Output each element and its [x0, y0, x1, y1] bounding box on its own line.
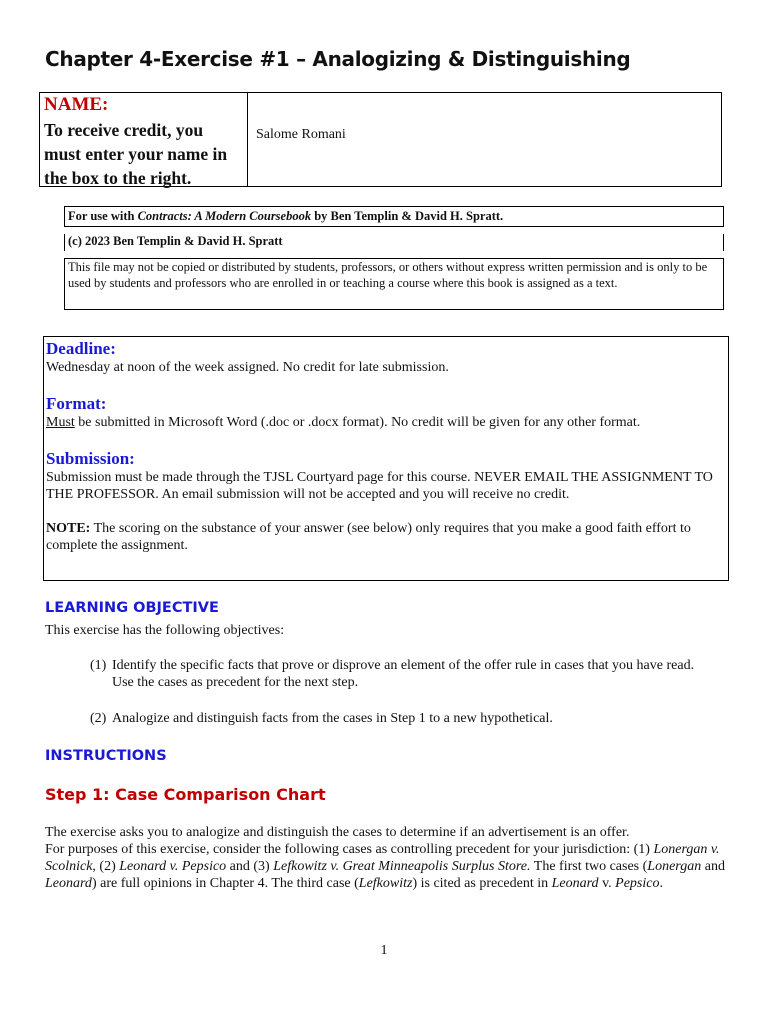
- copyright-notice: (c) 2023 Ben Templin & David H. Spratt: [64, 234, 724, 251]
- step1-heading: Step 1: Case Comparison Chart: [45, 785, 326, 804]
- case-ref: Leonard: [45, 876, 92, 891]
- use-with-suffix: by Ben Templin & David H. Spratt.: [311, 209, 504, 223]
- case-lonergan: Lonergan v. Scolnick: [45, 842, 720, 874]
- note-text: [46, 520, 726, 554]
- objective-text: Identify the specific facts that prove or disprove an element of the offer rule in cases that you have read. Use the cases as precedent for the next step.: [112, 658, 695, 690]
- case-ref: Lefkowitz: [358, 876, 413, 891]
- step1-paragraph-1: The exercise asks you to analogize and distinguish the cases to determine if an advertisement is an offer.: [45, 825, 630, 840]
- note-body: The scoring on the substance of your answer (see below) only requires that you make a good faith effort to complete the assignment.: [46, 521, 691, 553]
- text-run: The first two cases (: [530, 859, 648, 874]
- submission-text: Submission must be made through the TJSL Courtyard page for this course. NEVER EMAIL THE ASSIGNMENT TO THE PROFESSOR. An email submission will not be accepted and you will receive no credit.: [46, 470, 713, 502]
- case-leonard: Leonard v. Pepsico: [119, 859, 227, 874]
- name-field[interactable]: [248, 93, 721, 186]
- objective-item: [90, 710, 715, 727]
- deadline-heading: Deadline:: [46, 339, 116, 358]
- book-title: Contracts: A Modern Coursebook: [137, 209, 312, 223]
- requirements-box: [43, 336, 729, 581]
- note-label: NOTE:: [46, 521, 91, 536]
- copyright-restriction: This file may not be copied or distributed by students, professors, or others without express written permission and is only to be used by students and professors who are enrolled in or teaching a course where this book is assigned as a text.: [64, 258, 724, 310]
- text-run: , (2): [92, 859, 120, 874]
- use-with-line: [64, 206, 724, 227]
- text-run: and (3): [226, 859, 274, 874]
- objective-number: (2): [90, 711, 107, 726]
- format-heading: Format:: [46, 394, 107, 413]
- case-ref: Pepsico: [615, 876, 660, 891]
- step1-paragraph-2: [45, 841, 725, 892]
- text-run: ) is cited as precedent in: [412, 876, 552, 891]
- format-text: [46, 414, 726, 431]
- name-label-cell: [40, 93, 248, 186]
- format-body: be submitted in Microsoft Word (.doc or .docx format). No credit will be given for any other format.: [74, 415, 641, 430]
- name-table: [39, 92, 722, 187]
- objective-item: [90, 657, 715, 691]
- case-ref: Leonard: [551, 876, 599, 891]
- objectives-intro: This exercise has the following objectives:: [45, 623, 285, 638]
- case-ref: Lonergan: [647, 859, 702, 874]
- page-title: Chapter 4-Exercise #1 – Analogizing & Distinguishing: [45, 47, 631, 71]
- text-run: and: [701, 859, 725, 874]
- case-lefkowitz: Lefkowitz v. Great Minneapolis Surplus Store.: [273, 859, 531, 874]
- submission-heading: Submission:: [46, 449, 135, 468]
- text-run: v.: [598, 876, 616, 891]
- learning-objective-heading: LEARNING OBJECTIVE: [45, 600, 219, 616]
- objective-text: Analogize and distinguish facts from the cases in Step 1 to a new hypothetical.: [112, 711, 553, 726]
- instructions-heading: INSTRUCTIONS: [45, 748, 167, 764]
- objective-number: (1): [90, 658, 107, 673]
- deadline-text: Wednesday at noon of the week assigned. No credit for late submission.: [46, 360, 449, 375]
- name-instruction: To receive credit, you must enter your name in the box to the right.: [44, 120, 228, 188]
- name-label: NAME:: [44, 94, 109, 115]
- page-number: 1: [380, 943, 388, 958]
- name-value: Salome Romani: [256, 127, 346, 142]
- use-with-prefix: For use with: [68, 209, 138, 223]
- text-run: ) are full opinions in Chapter 4. The third case (: [91, 876, 359, 891]
- text-run: For purposes of this exercise, consider the following cases as controlling precedent for your jurisdiction: (1): [45, 842, 654, 857]
- text-run: .: [659, 876, 663, 891]
- step1-body: [45, 824, 725, 892]
- format-must: Must: [46, 415, 75, 430]
